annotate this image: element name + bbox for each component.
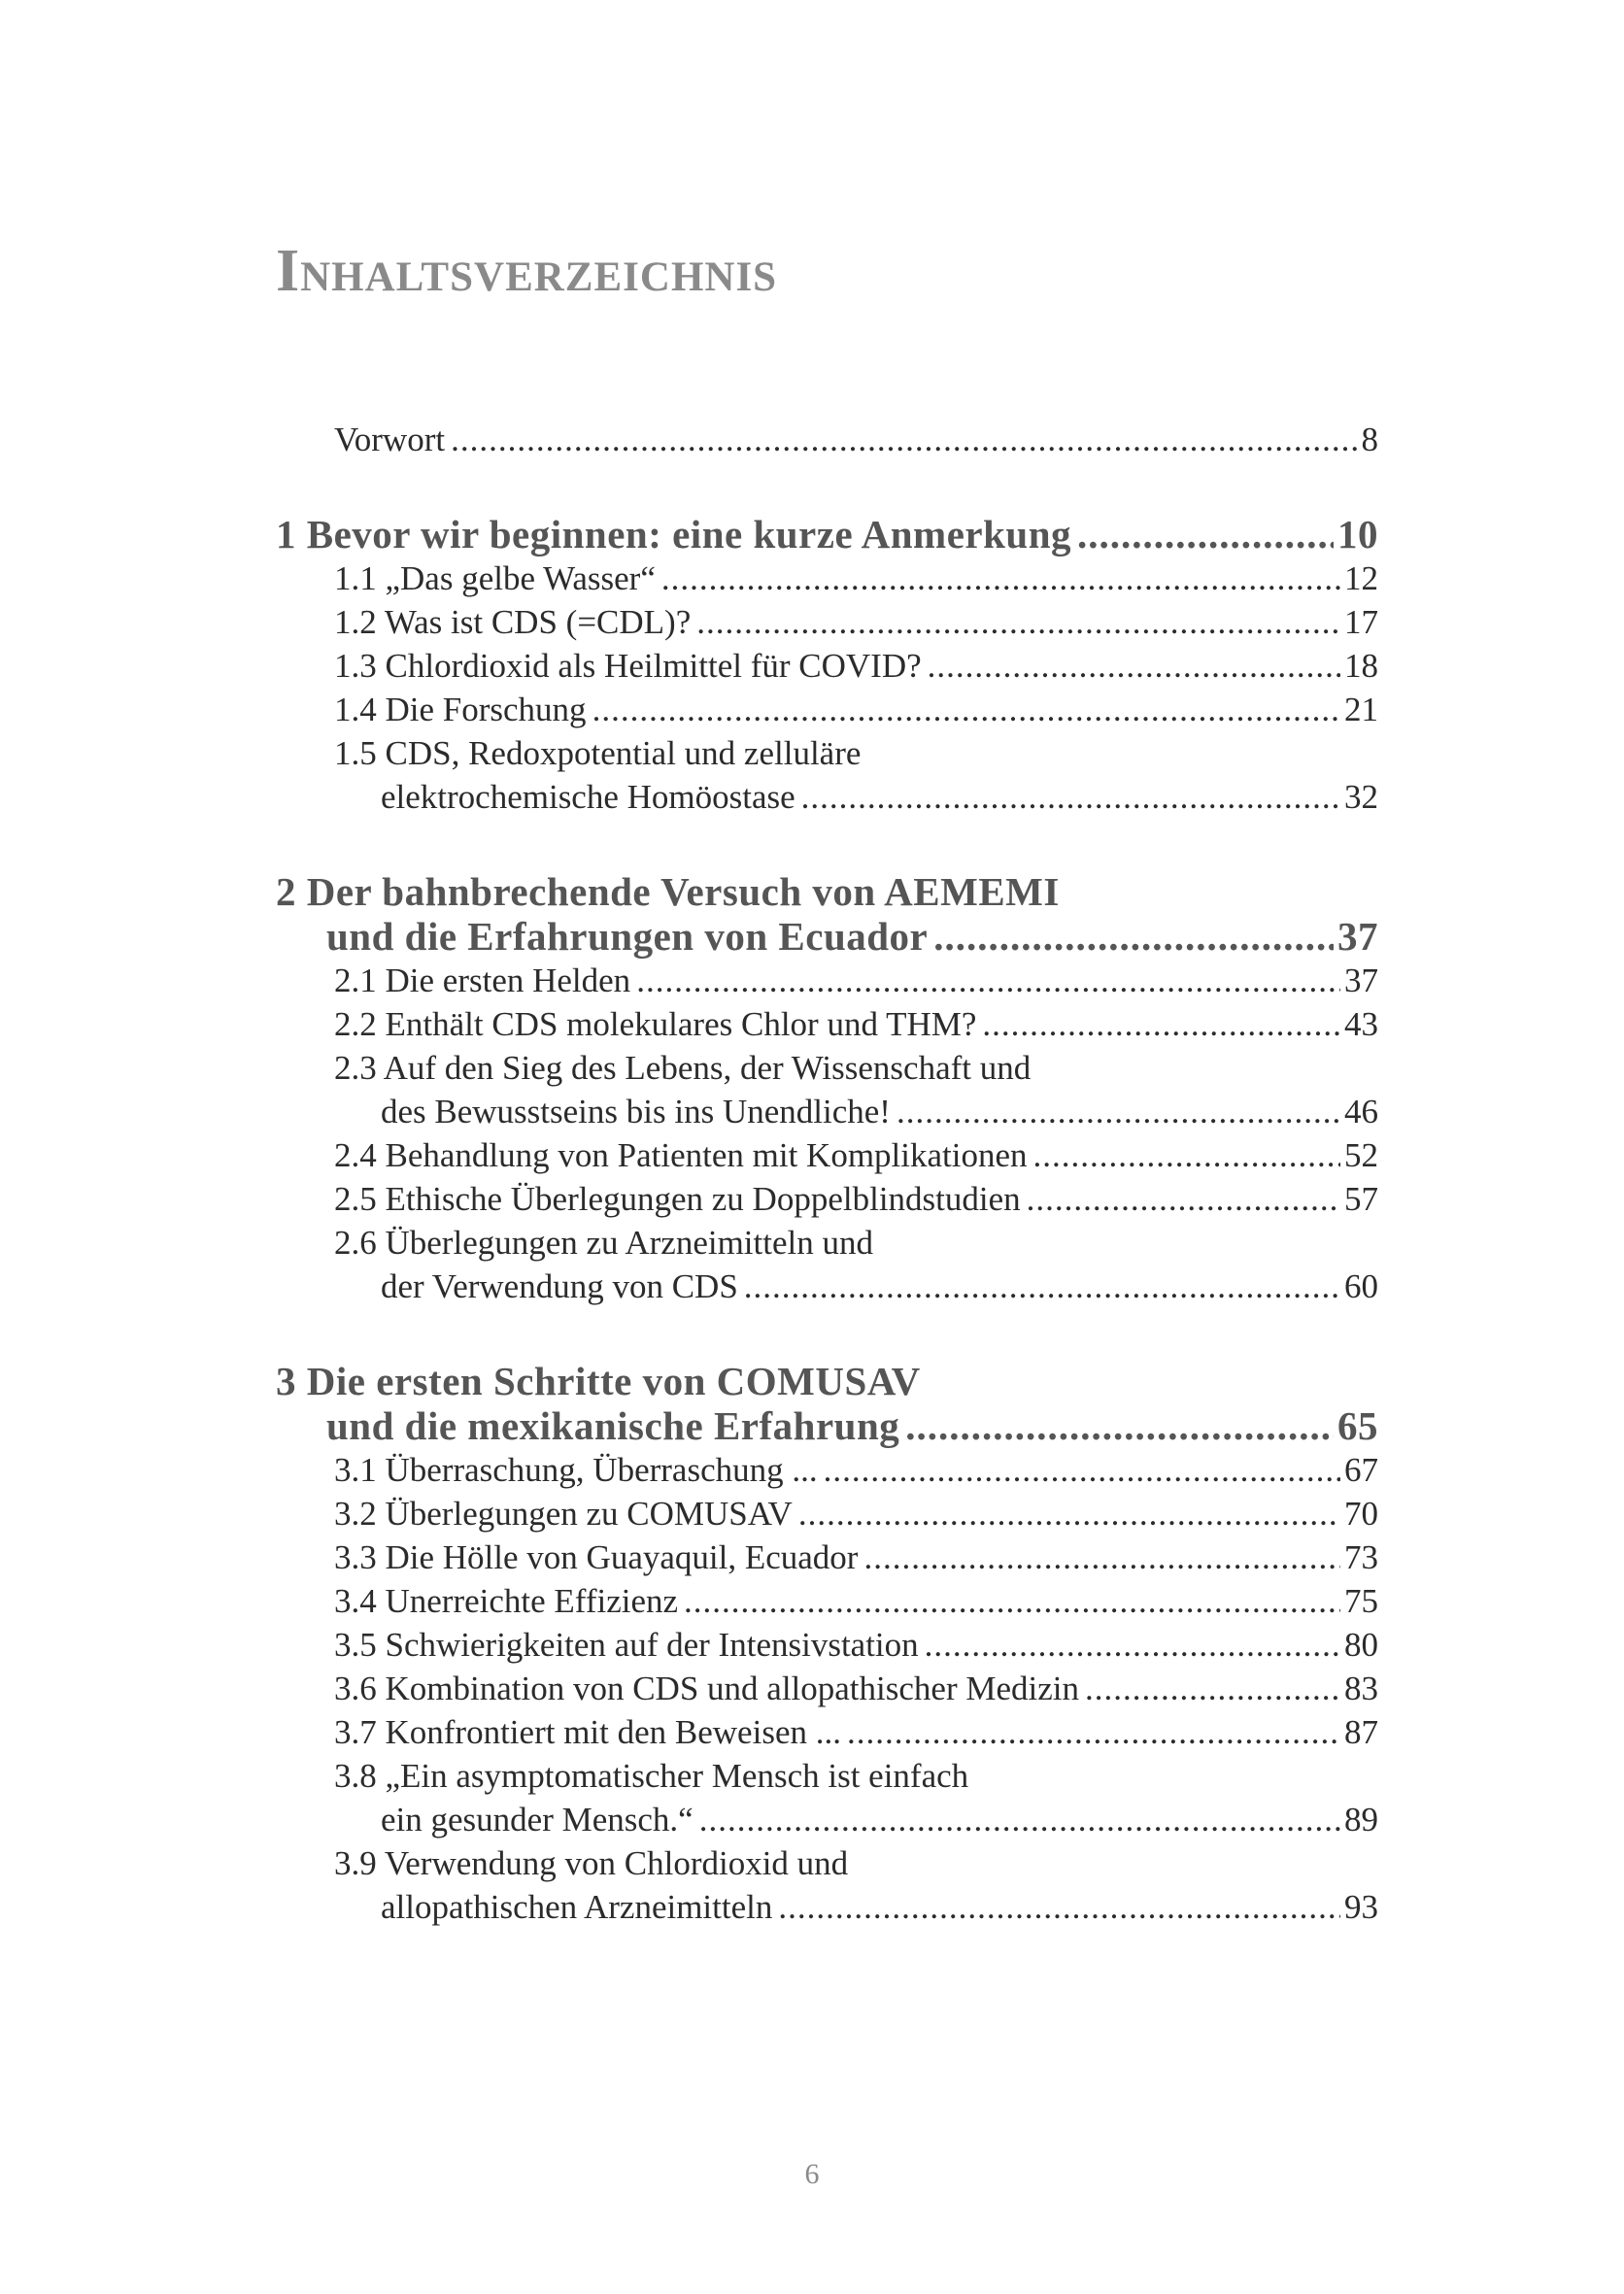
toc-page-number: 12 [1344, 559, 1378, 597]
dot-leader [982, 1002, 1340, 1046]
toc-page-number: 60 [1344, 1267, 1378, 1305]
toc-page-number: 10 [1337, 512, 1378, 557]
toc-section-3-6[interactable] [276, 1667, 1378, 1710]
toc-page-number: 89 [1344, 1801, 1378, 1839]
toc-page-number: 18 [1344, 647, 1378, 685]
toc-page-number: 65 [1337, 1403, 1378, 1448]
dot-leader [592, 688, 1340, 731]
toc-section-title: 2.3 Auf den Sieg des Lebens, der Wissenschaft und [334, 1049, 1032, 1087]
toc-page-number: 93 [1344, 1888, 1378, 1926]
toc-entry-vorwort[interactable] [276, 418, 1378, 461]
dot-leader [863, 1535, 1340, 1579]
toc-page-number: 32 [1344, 778, 1378, 816]
toc-section-title: 1.2 Was ist CDS (=CDL)? [334, 603, 692, 641]
toc-page-number: 37 [1344, 961, 1378, 999]
toc-chapter-title: 2 Der bahnbrechende Versuch von AEMEMI [276, 869, 1060, 914]
toc-page-number: 67 [1344, 1451, 1378, 1489]
toc-section-3-2[interactable] [276, 1492, 1378, 1535]
toc-section-2-5[interactable] [276, 1177, 1378, 1221]
toc-section-3-3[interactable] [276, 1535, 1378, 1579]
toc-section-title: 3.4 Unerreichte Effizienz [334, 1582, 679, 1620]
dot-leader [824, 1448, 1340, 1492]
toc-page-number: 83 [1344, 1670, 1378, 1707]
toc-section-title: 1.3 Chlordioxid als Heilmittel für COVID? [334, 647, 922, 685]
toc-section-title-continued: ein gesunder Mensch.“ [381, 1801, 694, 1839]
toc-section-title: 1.4 Die Forschung [334, 691, 587, 728]
toc-page-number: 70 [1344, 1495, 1378, 1533]
toc-section-title: 3.3 Die Hölle von Guayaquil, Ecuador [334, 1538, 859, 1576]
toc-page-number: 17 [1344, 603, 1378, 641]
dot-leader [925, 1623, 1340, 1667]
toc-section-2-2[interactable] [276, 1002, 1378, 1046]
toc-section-2-3[interactable] [276, 1046, 1378, 1133]
dot-leader [798, 1492, 1340, 1535]
toc-page-number: 52 [1344, 1136, 1378, 1174]
dot-leader [1033, 1133, 1340, 1177]
toc-section-title: 1.1 „Das gelbe Wasser“ [334, 559, 656, 597]
toc-chapter-title-continued: und die Erfahrungen von Ecuador [326, 914, 929, 959]
dot-leader [451, 418, 1357, 461]
toc-section-title: 1.5 CDS, Redoxpotential und zelluläre [334, 734, 862, 772]
dot-leader [897, 1090, 1340, 1133]
dot-leader [928, 644, 1340, 688]
dot-leader [696, 600, 1340, 644]
toc-chapter-title: 1 Bevor wir beginnen: eine kurze Anmerkung [276, 512, 1071, 557]
toc-section-title: 3.9 Verwendung von Chlordioxid und [334, 1844, 849, 1882]
toc-page-number: 80 [1344, 1626, 1378, 1664]
toc-page-number: 57 [1344, 1180, 1378, 1218]
toc-section-title-continued: elektrochemische Homöostase [381, 778, 795, 816]
toc-section-title: 2.4 Behandlung von Patienten mit Komplikationen [334, 1136, 1028, 1174]
dot-leader [1077, 512, 1334, 557]
toc-section-3-8[interactable] [276, 1754, 1378, 1841]
toc-section-title: 3.6 Kombination von CDS und allopathischer Medizin [334, 1670, 1079, 1707]
page-title: Inhaltsverzeichnis [276, 238, 778, 304]
toc-section-1-1[interactable] [276, 557, 1378, 600]
toc-section-title: 2.2 Enthält CDS molekulares Chlor und THM? [334, 1005, 977, 1043]
toc-section-title: 3.8 „Ein asymptomatischer Mensch ist einfach [334, 1757, 969, 1795]
toc-page-number: 87 [1344, 1713, 1378, 1751]
toc-section-1-5[interactable] [276, 731, 1378, 819]
page-number-footer: 6 [804, 2158, 820, 2190]
toc-section-title: 2.5 Ethische Überlegungen zu Doppelblindstudien [334, 1180, 1021, 1218]
dot-leader [933, 914, 1334, 959]
toc-section-1-3[interactable] [276, 644, 1378, 688]
toc-page-number: 46 [1344, 1093, 1378, 1130]
toc-section-title-continued: der Verwendung von CDS [381, 1267, 738, 1305]
toc-section-1-4[interactable] [276, 688, 1378, 731]
toc-chapter-1[interactable] [276, 512, 1378, 557]
toc-chapter-title-continued: und die mexikanische Erfahrung [326, 1403, 900, 1448]
dot-leader [699, 1798, 1340, 1841]
toc-page-number: 21 [1344, 691, 1378, 728]
dot-leader [636, 959, 1340, 1002]
toc-page-number: 37 [1337, 914, 1378, 959]
toc-section-3-9[interactable] [276, 1841, 1378, 1929]
toc-chapter-2[interactable] [276, 869, 1378, 959]
dot-leader [847, 1710, 1340, 1754]
toc-section-2-1[interactable] [276, 959, 1378, 1002]
toc-section-2-6[interactable] [276, 1221, 1378, 1308]
toc-section-3-1[interactable] [276, 1448, 1378, 1492]
toc-section-3-4[interactable] [276, 1579, 1378, 1623]
dot-leader [684, 1579, 1340, 1623]
toc-chapter-title: 3 Die ersten Schritte von COMUSAV [276, 1359, 921, 1403]
dot-leader [905, 1403, 1334, 1448]
toc-section-title: 3.2 Überlegungen zu COMUSAV [334, 1495, 793, 1533]
toc-section-title-continued: des Bewusstseins bis ins Unendliche! [381, 1093, 891, 1130]
dot-leader [778, 1885, 1340, 1929]
dot-leader [744, 1265, 1340, 1308]
dot-leader [1085, 1667, 1340, 1710]
table-of-contents [276, 418, 1378, 1929]
dot-leader [661, 557, 1340, 600]
toc-page-number: 75 [1344, 1582, 1378, 1620]
toc-section-title: 3.1 Überraschung, Überraschung ... [334, 1451, 818, 1489]
toc-entry-label: Vorwort [334, 421, 446, 458]
toc-section-1-2[interactable] [276, 600, 1378, 644]
toc-chapter-3[interactable] [276, 1359, 1378, 1448]
toc-section-2-4[interactable] [276, 1133, 1378, 1177]
toc-page-number: 73 [1344, 1538, 1378, 1576]
toc-page-number: 43 [1344, 1005, 1378, 1043]
toc-page-number: 8 [1361, 421, 1378, 458]
toc-section-3-7[interactable] [276, 1710, 1378, 1754]
toc-section-title: 2.6 Überlegungen zu Arzneimitteln und [334, 1224, 873, 1262]
dot-leader [801, 775, 1340, 819]
toc-section-title: 3.5 Schwierigkeiten auf der Intensivstation [334, 1626, 919, 1664]
toc-section-title: 2.1 Die ersten Helden [334, 961, 631, 999]
toc-section-title: 3.7 Konfrontiert mit den Beweisen ... [334, 1713, 841, 1751]
toc-section-title-continued: allopathischen Arzneimitteln [381, 1888, 773, 1926]
dot-leader [1027, 1177, 1340, 1221]
toc-section-3-5[interactable] [276, 1623, 1378, 1667]
